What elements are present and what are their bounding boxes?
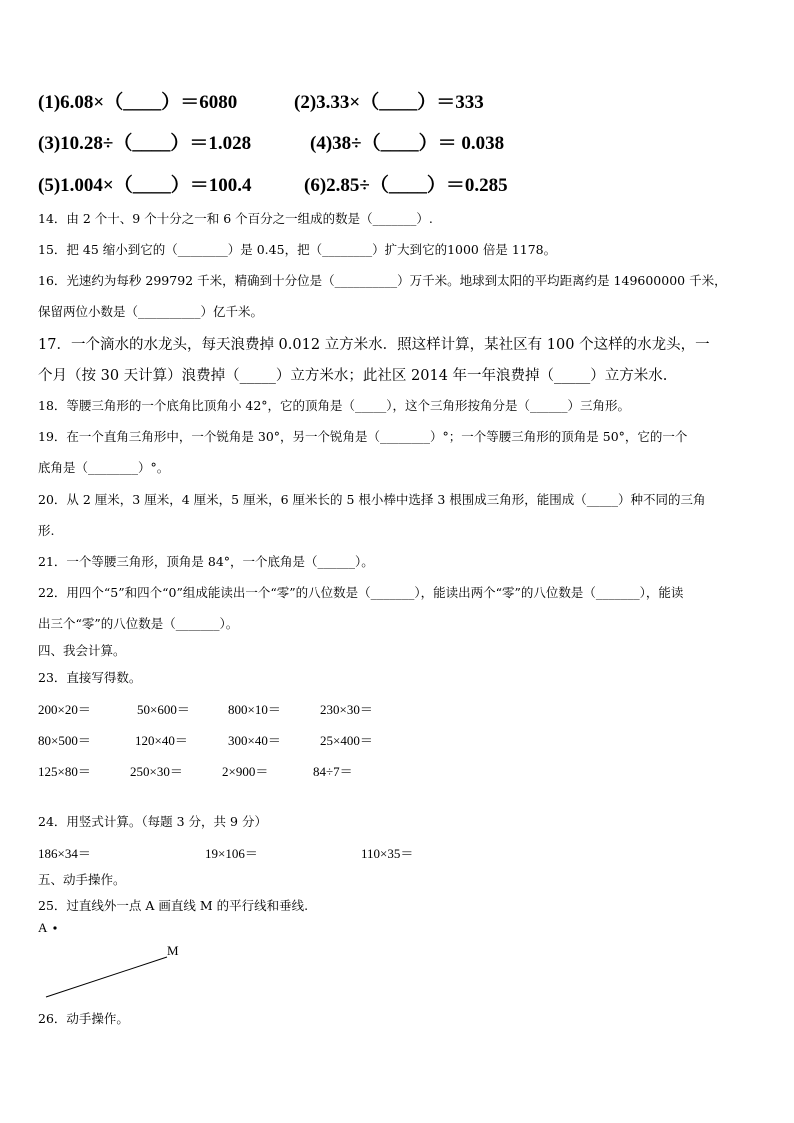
question-18: 18．等腰三角形的一个底角比顶角小 42°，它的顶角是（_____），这个三角形按角分是（______）三角形。 — [38, 398, 631, 413]
vertical-calc-3: 110×35＝ — [361, 846, 414, 861]
question-21: 21．一个等腰三角形，顶角是 84°，一个底角是（______）。 — [38, 554, 374, 569]
question-20-line-2: 形. — [38, 523, 55, 538]
q13-item-6: (6)2.85÷（____）＝0.285 — [304, 175, 508, 196]
question-23: 23．直接写得数。 — [38, 670, 142, 685]
question-19-line-2: 底角是（________）°。 — [38, 460, 170, 475]
section-4-heading: 四、我会计算。 — [38, 643, 126, 658]
q13-item-2: (2)3.33×（____）＝333 — [294, 92, 484, 113]
calc-r2-c2: 120×40＝ — [135, 733, 188, 748]
calc-r2-c4: 25×400＝ — [320, 733, 373, 748]
calc-r3-c1: 125×80＝ — [38, 764, 91, 779]
question-22-line-2: 出三个“零”的八位数是（_______）。 — [38, 616, 239, 631]
vertical-calc-2: 19×106＝ — [205, 846, 258, 861]
question-24: 24．用竖式计算。（每题 3 分，共 9 分） — [38, 814, 267, 829]
point-a-dot — [53, 926, 56, 929]
q13-item-5: (5)1.004×（____）＝100.4 — [38, 175, 252, 196]
question-16-line-1: 16．光速约为每秒 299792 千米，精确到十分位是（__________）万千米。地球到太阳的平均距离约是 149600000 千米， — [38, 273, 727, 288]
question-16-line-2: 保留两位小数是（__________）亿千米。 — [38, 304, 264, 319]
line-m — [46, 957, 167, 997]
question-14: 14．由 2 个十、9 个十分之一和 6 个百分之一组成的数是（_______）. — [38, 211, 433, 226]
question-22-line-1: 22．用四个“5”和四个“0”组成能读出一个“零”的八位数是（_______），能读出两个“零”的八位数是（_______），能读 — [38, 585, 684, 600]
question-17-line-1: 17．一个滴水的水龙头，每天浪费掉 0.012 立方米水．照这样计算，某社区有 100 个这样的水龙头，一 — [38, 337, 710, 353]
calc-r3-c3: 2×900＝ — [222, 764, 269, 779]
calc-r1-c2: 50×600＝ — [137, 702, 190, 717]
calc-r2-c1: 80×500＝ — [38, 733, 91, 748]
point-a-label: A — [38, 920, 48, 935]
question-20-line-1: 20．从 2 厘米，3 厘米，4 厘米，5 厘米，6 厘米长的 5 根小棒中选择 3 根围成三角形，能围成（_____）种不同的三角 — [38, 492, 706, 507]
question-19-line-1: 19．在一个直角三角形中，一个锐角是 30°，另一个锐角是（________）°；一个等腰三角形的顶角是 50°，它的一个 — [38, 429, 688, 444]
calc-r2-c3: 300×40＝ — [228, 733, 281, 748]
question-25: 25．过直线外一点 A 画直线 M 的平行线和垂线. — [38, 898, 309, 913]
vertical-calc-1: 186×34＝ — [38, 846, 91, 861]
section-5-heading: 五、动手操作。 — [38, 872, 126, 887]
line-m-label: M — [167, 943, 179, 958]
calc-r1-c3: 800×10＝ — [228, 702, 281, 717]
calc-r1-c1: 200×20＝ — [38, 702, 91, 717]
q13-item-1: (1)6.08×（____）＝6080 — [38, 92, 238, 113]
question-15: 15．把 45 缩小到它的（________）是 0.45，把（________）扩大到它的1000 倍是 1178。 — [38, 242, 557, 257]
calc-r3-c4: 84÷7＝ — [313, 764, 353, 779]
question-17-line-2: 个月（按 30 天计算）浪费掉（_____）立方米水；此社区 2014 年一年浪费掉（_____）立方米水. — [38, 368, 668, 384]
calc-r1-c4: 230×30＝ — [320, 702, 373, 717]
calc-r3-c2: 250×30＝ — [130, 764, 183, 779]
question-26: 26．动手操作。 — [38, 1011, 129, 1026]
q13-item-3: (3)10.28÷（____）＝1.028 — [38, 133, 252, 154]
q13-item-4: (4)38÷（____）＝ 0.038 — [310, 133, 505, 154]
